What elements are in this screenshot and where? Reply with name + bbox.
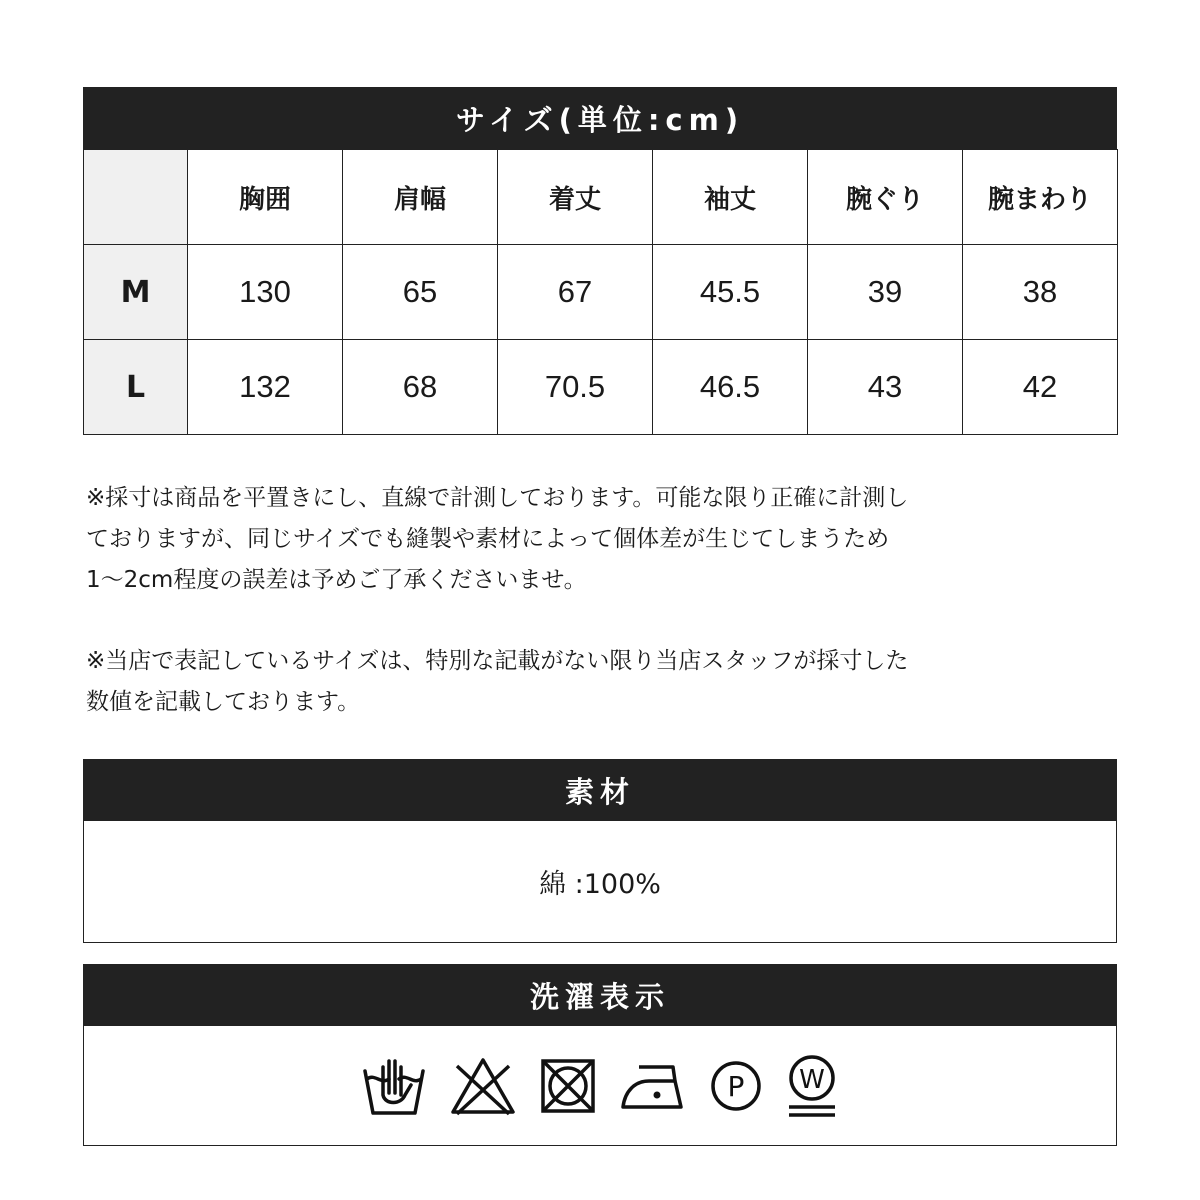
- column-header: 腕ぐり: [808, 150, 963, 245]
- row-header-size: M: [84, 245, 188, 340]
- table-cell: 39: [808, 245, 963, 340]
- table-cell: 43: [808, 340, 963, 435]
- table-cell: 38: [963, 245, 1118, 340]
- table-row: [84, 340, 1118, 435]
- table-row: [84, 245, 1118, 340]
- note-text: 数値を記載しております。: [86, 689, 361, 715]
- table-cell: 68: [343, 340, 498, 435]
- size-section-header: [83, 87, 1117, 149]
- material-section-title: 素材: [564, 774, 635, 809]
- material-value: 綿 :100%: [539, 869, 661, 900]
- care-section-title: 洗濯表示: [529, 979, 670, 1014]
- care-icons-box: [83, 1026, 1117, 1146]
- column-header: 腕まわり: [963, 150, 1118, 245]
- table-cell: 67: [498, 245, 653, 340]
- material-section-header: [83, 759, 1117, 821]
- table-cell: 70.5: [498, 340, 653, 435]
- column-header: 袖丈: [653, 150, 808, 245]
- table-cell: 46.5: [653, 340, 808, 435]
- dry-clean-p-icon: [709, 1059, 763, 1113]
- material-box: [83, 821, 1117, 943]
- column-header: 着丈: [498, 150, 653, 245]
- table-cell: 130: [188, 245, 343, 340]
- table-header-row: [84, 150, 1118, 245]
- svg-text:W: W: [799, 1064, 825, 1095]
- column-header: 肩幅: [343, 150, 498, 245]
- note-text: 1～2cm程度の誤差は予めご了承くださいませ。: [86, 567, 587, 593]
- hand-wash-icon: [361, 1055, 427, 1117]
- no-bleach-icon: [449, 1056, 517, 1116]
- table-cell: 45.5: [653, 245, 808, 340]
- size-table: [83, 149, 1118, 435]
- care-section-header: [83, 964, 1117, 1026]
- measurement-notes: [86, 478, 1116, 723]
- note-text: ておりますが、同じサイズでも縫製や素材によって個体差が生じてしまうため: [86, 526, 890, 552]
- table-cell: 132: [188, 340, 343, 435]
- table-corner-cell: [84, 150, 188, 245]
- note-text: ※採寸は商品を平置きにし、直線で計測しております。可能な限り正確に計測し: [86, 485, 909, 511]
- wet-clean-w-icon: [785, 1054, 839, 1118]
- no-tumble-dry-icon: [539, 1057, 597, 1115]
- note-text: ※当店で表記しているサイズは、特別な記載がない限り当店スタッフが採寸した: [86, 648, 909, 674]
- row-header-size: L: [84, 340, 188, 435]
- table-cell: 42: [963, 340, 1118, 435]
- table-cell: 65: [343, 245, 498, 340]
- iron-low-icon: [619, 1059, 687, 1113]
- svg-text:P: P: [727, 1069, 745, 1103]
- size-section-title: サイズ(単位:cm): [455, 102, 745, 137]
- column-header: 胸囲: [188, 150, 343, 245]
